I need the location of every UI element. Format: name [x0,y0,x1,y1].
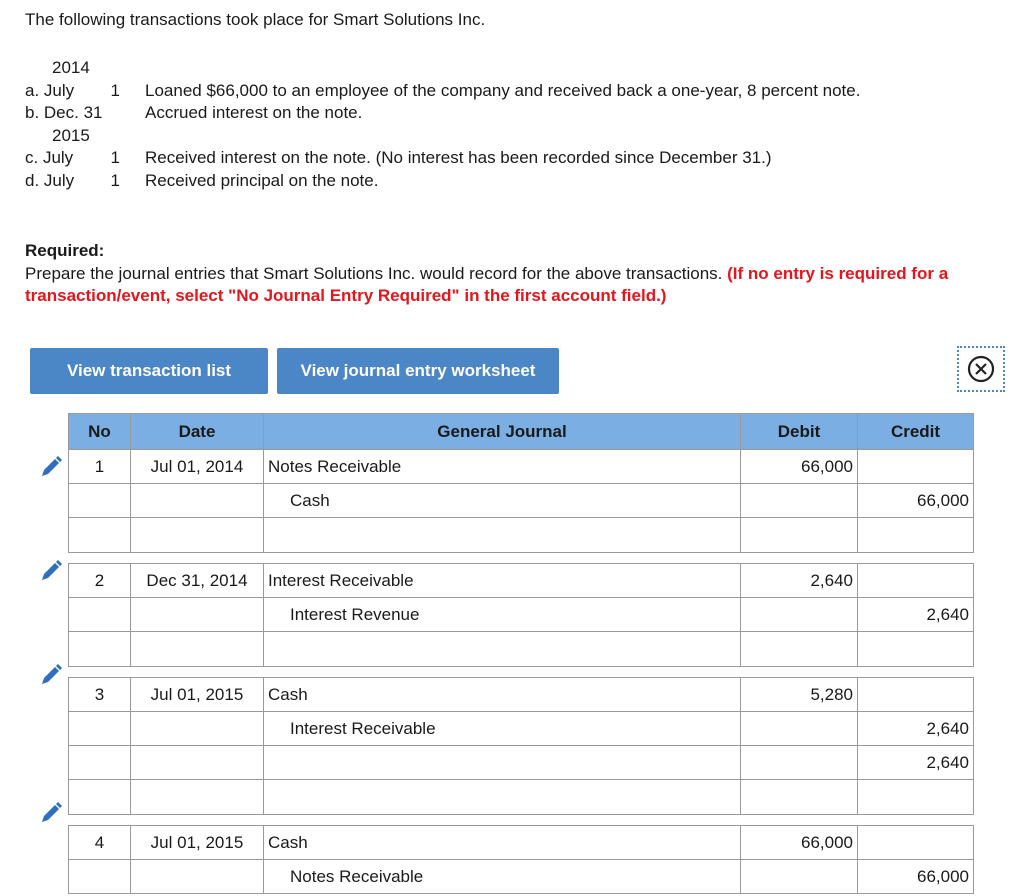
table-row [69,860,974,894]
empty-cell [131,780,264,815]
debit-cell [741,712,858,746]
empty-cell [741,632,858,667]
table-row [69,746,974,780]
credit-cell: 2,640 [858,746,974,780]
credit-cell [858,826,974,860]
table-row [69,632,974,667]
edit-entry-1-pencil-icon[interactable] [36,452,66,482]
debit-cell: 5,280 [741,678,858,712]
entry-date: Jul 01, 2015 [131,826,264,860]
year-label: 2015 [52,125,90,145]
table-row [69,484,974,518]
empty-cell [131,518,264,553]
spacer-row [69,667,974,678]
account-cell: Notes Receivable [264,860,741,894]
transaction-label: b. Dec. 31 [25,103,103,122]
spacer [69,553,974,564]
empty-cell [69,484,131,518]
transaction-item [25,102,935,125]
debit-cell [741,484,858,518]
edit-entry-4-pencil-icon[interactable] [36,798,66,828]
journal-table [68,413,974,894]
empty-cell [69,632,131,667]
account-cell: Interest Receivable [264,712,741,746]
empty-cell [858,518,974,553]
table-row [69,450,974,484]
credit-cell: 66,000 [858,484,974,518]
table-row [69,678,974,712]
spacer [69,815,974,826]
transaction-item [25,147,935,170]
edit-entry-3-pencil-icon[interactable] [36,660,66,690]
required-note: (If no entry is required for a transaction/event, select "No Journal Entry Required" in the first account field.) [25,263,949,305]
header-credit: Credit [858,414,974,450]
account-cell: Interest Revenue [264,598,741,632]
account-cell: Cash [264,484,741,518]
close-circle-icon [966,354,996,384]
table-row [69,780,974,815]
spacer-row [69,553,974,564]
entry-no: 2 [69,564,131,598]
required-section [25,240,985,308]
spacer-row [69,815,974,826]
debit-cell: 66,000 [741,826,858,860]
debit-cell [741,598,858,632]
credit-cell: 66,000 [858,860,974,894]
empty-cell [69,780,131,815]
empty-cell [264,780,741,815]
entry-no: 3 [69,678,131,712]
empty-cell [131,712,264,746]
transaction-label: d. July [25,170,75,190]
credit-cell: 2,640 [858,598,974,632]
empty-cell [264,518,741,553]
empty-cell [69,746,131,780]
empty-cell [131,484,264,518]
year-label: 2014 [52,58,90,77]
view-journal-worksheet-button[interactable]: View journal entry worksheet [277,348,559,394]
transaction-day: 1 [110,80,120,100]
empty-cell [69,518,131,553]
empty-cell [131,598,264,632]
table-row [69,518,974,553]
account-cell: Cash [264,678,741,712]
entry-date: Dec 31, 2014 [131,564,264,598]
required-heading: Required: [25,241,105,260]
header-date: Date [131,414,264,450]
table-row [69,598,974,632]
empty-cell [69,598,131,632]
debit-cell: 2,640 [741,564,858,598]
empty-cell [131,632,264,667]
spacer [69,667,974,678]
edit-entry-2-pencil-icon[interactable] [36,556,66,586]
transaction-desc: Loaned $66,000 to an employee of the company and received back a one-year, 8 percent note. [145,80,861,100]
header-journal: General Journal [264,414,741,450]
view-transaction-list-button[interactable]: View transaction list [30,348,268,394]
account-cell: Notes Receivable [264,450,741,484]
empty-cell [741,780,858,815]
transaction-day: 1 [110,170,120,190]
transaction-list [25,57,935,192]
credit-cell: 2,640 [858,712,974,746]
empty-cell [858,632,974,667]
header-no: No [69,414,131,450]
transaction-label: a. July [25,80,75,100]
debit-cell: 66,000 [741,450,858,484]
entry-date: Jul 01, 2015 [131,678,264,712]
empty-cell [858,780,974,815]
credit-cell [858,564,974,598]
account-cell: Cash [264,826,741,860]
header-debit: Debit [741,414,858,450]
entry-no: 4 [69,826,131,860]
debit-cell [741,860,858,894]
credit-cell [858,450,974,484]
empty-cell [69,712,131,746]
entry-date: Jul 01, 2014 [131,450,264,484]
table-row [69,564,974,598]
account-cell [264,746,741,780]
empty-cell [131,860,264,894]
empty-cell [264,632,741,667]
close-button[interactable] [957,346,1005,392]
table-header-row [69,414,974,450]
intro-text: The following transactions took place for Smart Solutions Inc. [25,10,486,29]
transaction-label: c. July [25,148,74,167]
empty-cell [131,746,264,780]
table-row [69,712,974,746]
empty-cell [741,518,858,553]
entry-no: 1 [69,450,131,484]
transaction-desc: Received interest on the note. (No interest has been recorded since December 31.) [145,148,772,167]
transaction-item [25,80,935,103]
transaction-desc: Accrued interest on the note. [145,103,363,122]
credit-cell [858,678,974,712]
table-row [69,826,974,860]
account-cell: Interest Receivable [264,564,741,598]
transaction-item [25,170,935,193]
transaction-desc: Received principal on the note. [145,170,379,190]
transaction-day: 1 [110,148,120,167]
empty-cell [69,860,131,894]
debit-cell [741,746,858,780]
required-text: Prepare the journal entries that Smart Solutions Inc. would record for the above transactions. [25,263,723,283]
